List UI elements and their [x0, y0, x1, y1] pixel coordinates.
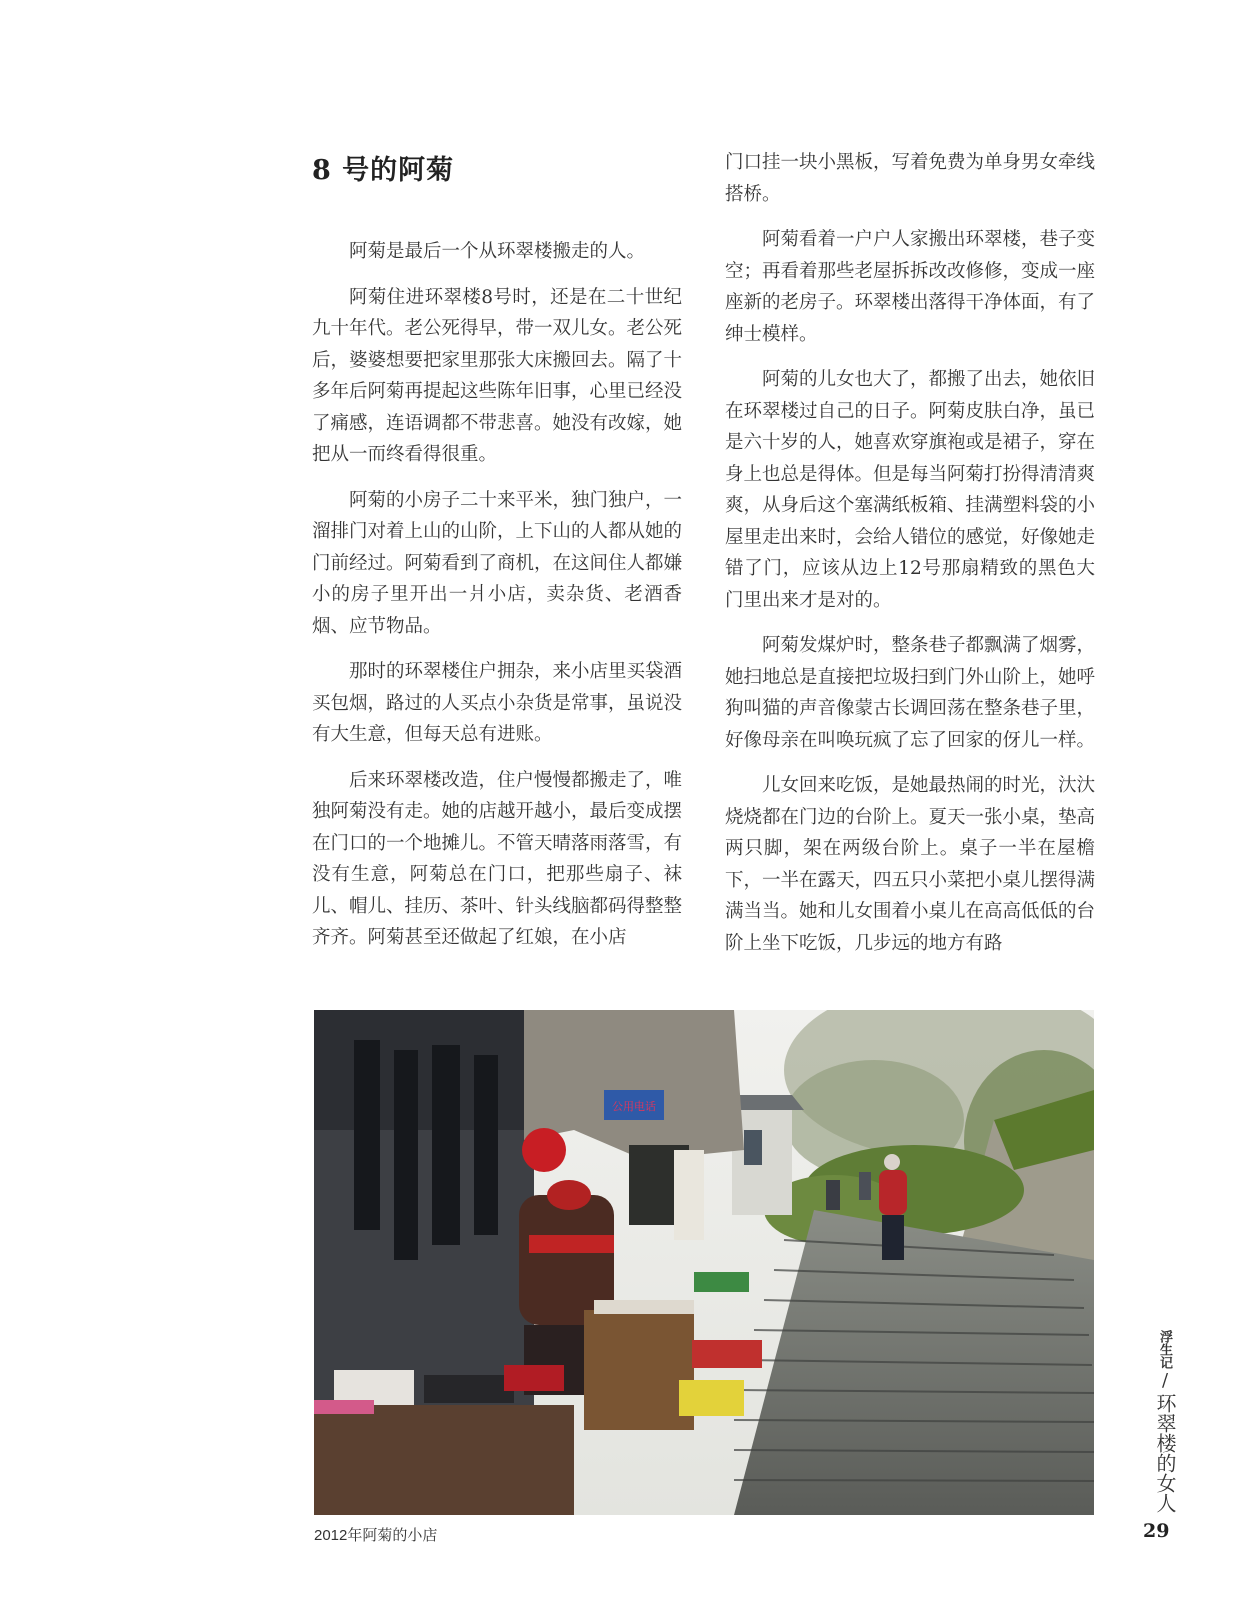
paragraph: 后来环翠楼改造，住户慢慢都搬走了，唯独阿菊没有走。她的店越开越小，最后变成摆在门口的一个地摊儿。不管天晴落雨落雪，有没有生意，阿菊总在门口，把那些扇子、袜儿、帽儿、挂历、茶叶、针头线脑都码得整整齐齐。阿菊甚至还做起了红娘，在小店 — [312, 769, 683, 948]
paragraph: 阿菊看着一户户人家搬出环翠楼，巷子变空；再看着那些老屋拆拆改改修修，变成一座座新的老房子。环翠楼出落得干净体面，有了绅士模样。 — [725, 229, 1096, 345]
photo-caption: 2012年阿菊的小店 — [314, 1527, 438, 1544]
section-label: 浮生记 — [1158, 1330, 1173, 1369]
article-column-right — [725, 147, 1095, 973]
section-sidebar — [1150, 1330, 1180, 1513]
paragraph: 那时的环翠楼住户拥杂，来小店里买袋酒买包烟，路过的人买点小杂货是常事，虽说没有大生意，但每天总有进账。 — [312, 661, 683, 745]
paragraph: 儿女回来吃饭，是她最热闹的时光，汏汏烧烧都在门边的台阶上。夏天一张小桌，垫高两只脚，架在两级台阶上。桌子一半在屋檐下，一半在露天，四五只小菜把小桌儿摆得满满当当。她和儿女围着小桌儿在高高低低的台阶上坐下吃饭，几步远的地方有路 — [725, 775, 1096, 954]
article-column-left — [312, 236, 682, 968]
paragraph: 阿菊的小房子二十来平米，独门独户，一溜排门对着上山的山阶，上下山的人都从她的门前经过。阿菊看到了商机，在这间住人都嫌小的房子里开出一爿小店，卖杂货、老酒香烟、应节物品。 — [312, 489, 683, 637]
page-number: 29 — [1143, 1520, 1170, 1542]
shop-photo — [314, 1010, 1094, 1515]
paragraph: 阿菊发煤炉时，整条巷子都飘满了烟雾，她扫地总是直接把垃圾扫到门外山阶上，她呼狗叫猫的声音像蒙古长调回荡在整条巷子里，好像母亲在叫唤玩疯了忘了回家的伢儿一样。 — [725, 635, 1096, 751]
paragraph: 阿菊住进环翠楼8号时，还是在二十世纪九十年代。老公死得早，带一双儿女。老公死后，婆婆想要把家里那张大床搬回去。隔了十多年后阿菊再提起这些陈年旧事，心里已经没了痛感，连语调都不带悲喜。她没有改嫁，她把从一而终看得很重。 — [312, 286, 683, 465]
article-title: 8 号的阿菊 — [312, 155, 455, 186]
phone-sign-text: 公用电话 — [612, 1100, 656, 1113]
section-separator: / — [1161, 1370, 1169, 1391]
paragraph: 阿菊的儿女也大了，都搬了出去，她依旧在环翠楼过自己的日子。阿菊皮肤白净，虽已是六十岁的人，她喜欢穿旗袍或是裙子，穿在身上也总是得体。但是每当阿菊打扮得清清爽爽，从身后这个塞满纸板箱、挂满塑料袋的小屋里走出来时，会给人错位的感觉，好像她走错了门，应该从边上12号那扇精致的黑色大门里出来才是对的。 — [725, 369, 1096, 611]
shop-scene-illustration — [314, 1010, 1094, 1515]
paragraph: 门口挂一块小黑板，写着免费为单身男女牵线搭桥。 — [725, 152, 1096, 205]
column-title: 环翠楼的女人 — [1153, 1393, 1177, 1513]
paragraph: 阿菊是最后一个从环翠楼搬走的人。 — [349, 241, 646, 262]
